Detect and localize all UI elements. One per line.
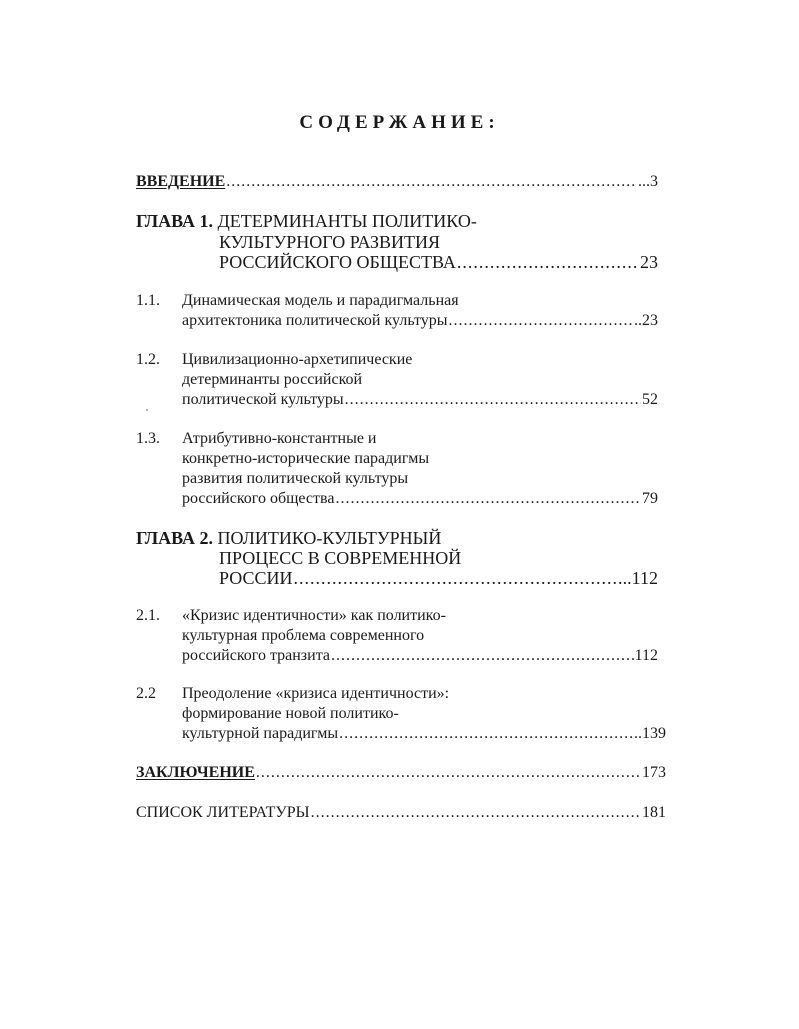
toc-page-number: ..112 bbox=[622, 568, 658, 588]
toc-entry-label: ВВЕДЕНИЕ bbox=[136, 173, 226, 190]
section-title-line: развития политической культуры bbox=[182, 470, 409, 487]
toc-page-number: ...3 bbox=[638, 173, 658, 190]
leader-dots bbox=[339, 724, 633, 744]
leader-dots bbox=[457, 251, 639, 273]
toc-entry-conclusion[interactable] bbox=[136, 763, 666, 783]
section-title-line: «Кризис идентичности» как политико- bbox=[182, 607, 446, 624]
toc-entry-introduction[interactable] bbox=[136, 172, 658, 192]
leader-dots bbox=[226, 172, 637, 192]
toc-entry-label: СПИСОК ЛИТЕРАТУРЫ bbox=[136, 804, 310, 821]
section-title-line: Цивилизационно-архетипические bbox=[182, 351, 413, 368]
section-title-line: российского транзита bbox=[182, 647, 330, 664]
section-number: 1.2. bbox=[136, 351, 160, 368]
leader-dots bbox=[449, 311, 633, 331]
toc-entry-chapter-1-line1[interactable] bbox=[136, 210, 477, 232]
toc-entry-section-2-2[interactable] bbox=[182, 724, 666, 744]
section-title-line: Преодоление «кризиса идентичности»: bbox=[182, 685, 450, 702]
section-title-line: конкретно-исторические парадигмы bbox=[182, 450, 430, 467]
section-number: 1.1. bbox=[136, 292, 160, 309]
section-title-line: детерминанты российской bbox=[182, 371, 363, 388]
section-title-line: культурной парадигмы bbox=[182, 725, 339, 742]
leader-dots bbox=[293, 567, 621, 589]
section-title-line: архитектоника политической культуры bbox=[182, 312, 448, 329]
chapter-title-line: КУЛЬТУРНОГО РАЗВИТИЯ bbox=[219, 232, 441, 252]
scan-speck bbox=[146, 409, 148, 411]
toc-entry-bibliography[interactable] bbox=[136, 803, 666, 823]
leader-dots bbox=[335, 489, 641, 509]
toc-page-number: 181 bbox=[642, 804, 666, 821]
section-title-line: формирование новой политико- bbox=[182, 705, 399, 722]
chapter-title-line: ПОЛИТИКО-КУЛЬТУРНЫЙ bbox=[217, 528, 442, 548]
chapter-title-line: РОССИЙСКОГО ОБЩЕСТВА bbox=[219, 252, 456, 272]
toc-page-number: ..23 bbox=[634, 312, 658, 329]
toc-entry-section-1-2[interactable] bbox=[182, 390, 658, 410]
toc-entry-section-1-3[interactable] bbox=[182, 489, 658, 509]
leader-dots bbox=[256, 763, 641, 783]
toc-entry-label: ЗАКЛЮЧЕНИЕ bbox=[136, 764, 255, 781]
leader-dots bbox=[311, 803, 641, 823]
toc-page-number: 79 bbox=[642, 490, 658, 507]
page-title: СОДЕРЖАНИЕ: bbox=[299, 112, 500, 133]
section-title-line: культурная проблема современного bbox=[182, 627, 425, 644]
chapter-title-line: РОССИИ bbox=[219, 568, 293, 588]
chapter-title-line: ПРОЦЕСС В СОВРЕМЕННОЙ bbox=[219, 548, 462, 568]
chapter-title-line: ДЕТЕРМИНАНТЫ ПОЛИТИКО- bbox=[217, 211, 477, 231]
toc-page-number: 23 bbox=[640, 252, 658, 272]
toc-entry-section-2-1[interactable] bbox=[182, 646, 658, 666]
section-number: 1.3. bbox=[136, 430, 160, 447]
chapter-prefix: ГЛАВА 1. bbox=[136, 211, 214, 231]
section-title-line: Атрибутивно-константные и bbox=[182, 430, 377, 447]
section-number: 2.2 bbox=[136, 685, 156, 702]
toc-entry-chapter-2-line1[interactable] bbox=[136, 527, 441, 549]
leader-dots bbox=[345, 390, 641, 410]
section-title-line: политической культуры bbox=[182, 391, 344, 408]
toc-entry-chapter-1[interactable] bbox=[219, 251, 658, 273]
toc-page-number: 52 bbox=[642, 391, 658, 408]
section-number: 2.1. bbox=[136, 607, 160, 624]
chapter-prefix: ГЛАВА 2. bbox=[136, 528, 214, 548]
toc-page-number: ..139 bbox=[634, 725, 666, 742]
toc-entry-section-1-1[interactable] bbox=[182, 311, 658, 331]
toc-page-number: 173 bbox=[642, 764, 666, 781]
toc-page-number: 112 bbox=[634, 647, 658, 664]
leader-dots bbox=[331, 646, 634, 666]
section-title-line: российского общества bbox=[182, 490, 335, 507]
toc-entry-chapter-2[interactable] bbox=[219, 567, 658, 589]
section-title-line: Динамическая модель и парадигмальная bbox=[182, 292, 459, 309]
